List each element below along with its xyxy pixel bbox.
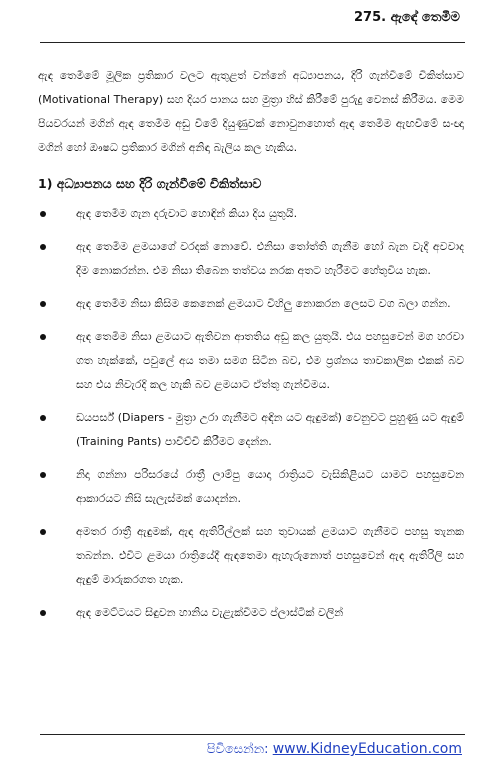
list-item	[38, 235, 464, 283]
list-item-text: ඇඳ තෙමීම ළමයාගේ වරදක් නොවේ. එනිසා තෝත්ති ගැනීම හෝ බැන වැදී අවවාද දීම නොකරන්න. එම නිසා තිබෙන තත්වය නරක අතට හැරීමට හේතුවිය හැක.	[76, 240, 464, 277]
list-item-text: නිදා ගන්නා පරිසරයේ රාත්‍රී ලාම්පු යොදා රාත්‍රියට වැසිකිළියට යාමට පහසුවෙන ආකාරයට නිසි සැලැස්මක් යොදන්න.	[76, 468, 464, 505]
bullet-icon	[40, 244, 46, 250]
list-item	[38, 406, 464, 454]
list-item-text: ඩයපර්ස් (Diapers - මුත්‍රා උරා ගැනීමට අඳින යට ඇඳුමක්) වෙනුවට පුහුණු යට ඇඳුම් (Training Pants) පාවිච්චි කිරීමට දෙන්න.	[76, 411, 464, 448]
footer-divider	[40, 734, 465, 735]
list-item-text: අමතර රාත්‍රී ඇඳුමක්, ඇඳ ඇතිරිල්ලක් සහ තුවායක් ළමයාට ගැනීමට පහසු තැනක තබන්න. එවිට ළමයා රාත්‍රියේදී ඇඳතෙමා ඇහැරුනොත් පහසුවෙන් ඇඳ ඇතිරිලි සහ ඇඳුම් මාරුකරගත හැක.	[76, 525, 464, 586]
intro-paragraph: ඇඳ තෙමීමේ මූලික ප්‍රතිකාර වලට ඇතුළත් වන්නේ අධ්‍යාපනය, දිරි ගැන්වීමේ චිකිත්සාව (Motivational Therapy) සහ දියර පානය සහ මුත්‍රා හිස් කිරීමේ පුරුදු වෙනස් කිරීමය. මෙම පියවරයන් මගින් ඇඳ තෙමීම අඩු වීමේ දියුණුවක් නොවුනහොත් ඇඳ තෙමීම ඇඟවීමේ සංඥා මගින් හෝ ඖෂධ ප්‍රතිකාර මගින් අනිඳා බැලිය කල හැකිය.	[38, 69, 464, 154]
bullet-icon	[40, 529, 46, 535]
page-header: 275. ඇඳේ තෙමීම	[354, 10, 460, 25]
list-item-text: ඇඳ තෙමීම නිසා කිසිම කෙනෙක් ළමයාට විහිලු නොකරන ලෙසට වග බලා ගන්න.	[76, 297, 451, 310]
bullet-list	[38, 202, 464, 625]
bullet-icon	[40, 211, 46, 217]
list-item-text: ඇඳ තෙමීම ගැන දරුවාට හොඳින් කියා දිය යුතුයි.	[76, 207, 298, 220]
list-item	[38, 202, 464, 226]
list-item	[38, 325, 464, 397]
list-item-text: ඇඳ තෙමීම නිසා ළමයාට ඇතිවන ආතතිය අඩු කල යුතුයි. එය පහසුවෙන් මග හරවා ගත හැක්කේ, පවුලේ අය තමා සමග සිටින බව, එම ප්‍රශ්නය තාවකාලික එකක් බව සහ එය නිවැරදි කල හැකි බව ළමයාට ඒත්තු ගැන්වීමය.	[76, 330, 464, 391]
list-item	[38, 292, 464, 316]
header-divider	[40, 42, 465, 43]
list-item	[38, 520, 464, 592]
footer-label: පිවිසෙන්න:	[206, 742, 269, 757]
website-link[interactable]: www.KidneyEducation.com	[272, 741, 462, 757]
page-content	[38, 64, 464, 634]
list-item	[38, 463, 464, 511]
bullet-icon	[40, 415, 46, 421]
bullet-icon	[40, 472, 46, 478]
bullet-icon	[40, 301, 46, 307]
bullet-icon	[40, 334, 46, 340]
section-heading: 1) අධ්‍යාපනය සහ දිරි ගැන්වීමේ චිකිත්සාව	[38, 176, 262, 191]
list-item-text: ඇඳ මෙට්ටයට සිඳුවන හානිය වැළැක්වීමට ප්ලාස්ටික් වලින්	[76, 606, 344, 619]
list-item	[38, 601, 464, 625]
bullet-icon	[40, 610, 46, 616]
page-footer	[207, 741, 462, 757]
